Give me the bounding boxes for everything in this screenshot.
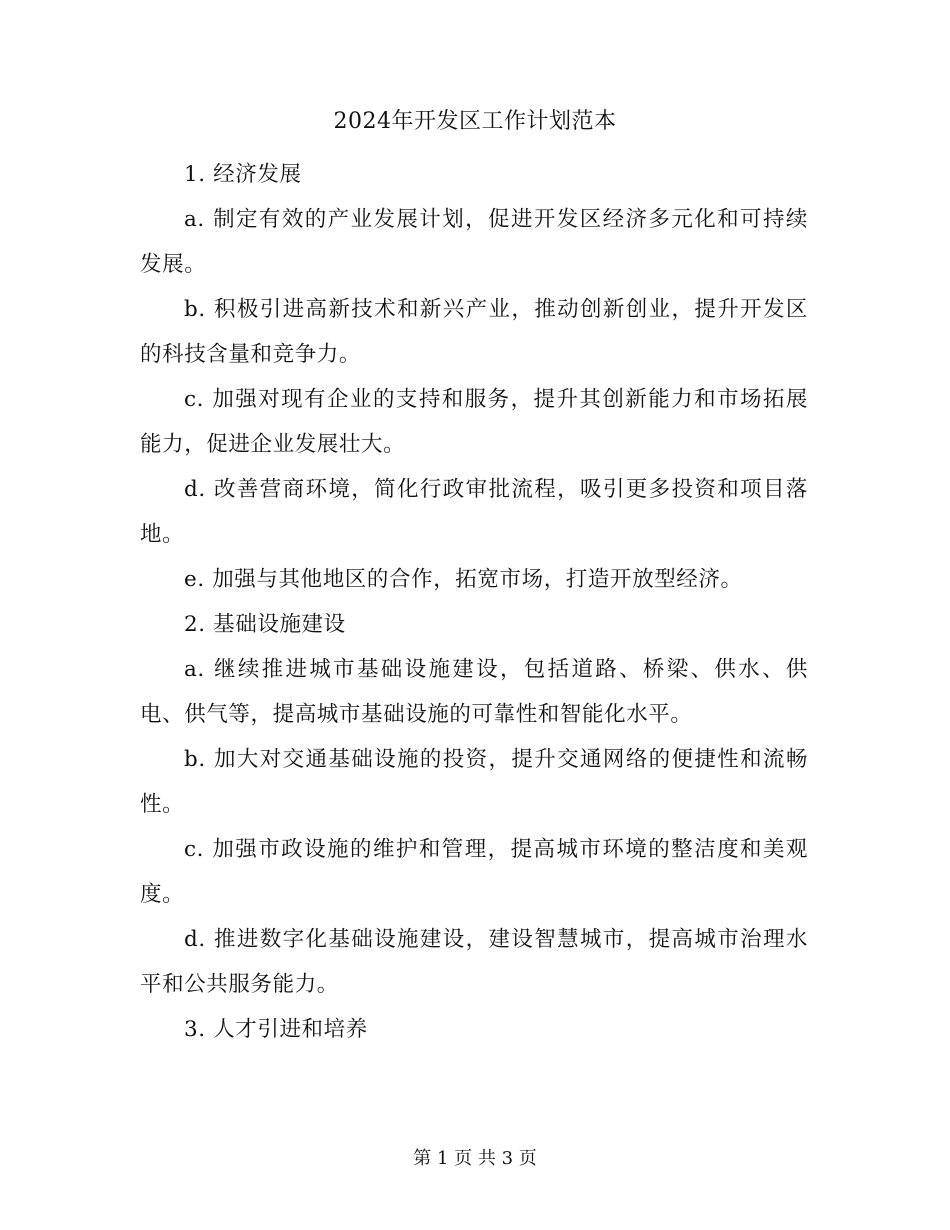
paragraph: b. 加大对交通基础设施的投资，提升交通网络的便捷性和流畅性。 <box>140 747 808 817</box>
page-footer <box>0 1144 950 1174</box>
paragraph: d. 推进数字化基础设施建设，建设智慧城市，提高城市治理水平和公共服务能力。 <box>140 927 808 997</box>
document-title: 2024年开发区工作计划范本 <box>333 109 617 134</box>
paragraph: b. 积极引进高新技术和新兴产业，推动创新创业，提升开发区的科技含量和竞争力。 <box>140 297 808 367</box>
paragraph: e. 加强与其他地区的合作，拓宽市场，打造开放型经济。 <box>184 567 743 592</box>
paragraph: a. 制定有效的产业发展计划，促进开发区经济多元化和可持续发展。 <box>140 207 808 277</box>
paragraph: d. 改善营商环境，简化行政审批流程，吸引更多投资和项目落地。 <box>140 477 808 547</box>
section-heading: 3. 人才引进和培养 <box>184 1017 368 1042</box>
section-heading: 2. 基础设施建设 <box>184 612 346 637</box>
document-body <box>140 152 808 1052</box>
page-number: 第 1 页 共 3 页 <box>413 1148 537 1169</box>
section-heading: 1. 经济发展 <box>184 162 302 187</box>
paragraph: c. 加强市政设施的维护和管理，提高城市环境的整洁度和美观度。 <box>140 837 808 907</box>
paragraph: a. 继续推进城市基础设施建设，包括道路、桥梁、供水、供电、供气等，提高城市基础设施的可靠性和智能化水平。 <box>140 657 808 727</box>
paragraph: c. 加强对现有企业的支持和服务，提升其创新能力和市场拓展能力，促进企业发展壮大。 <box>140 387 808 457</box>
